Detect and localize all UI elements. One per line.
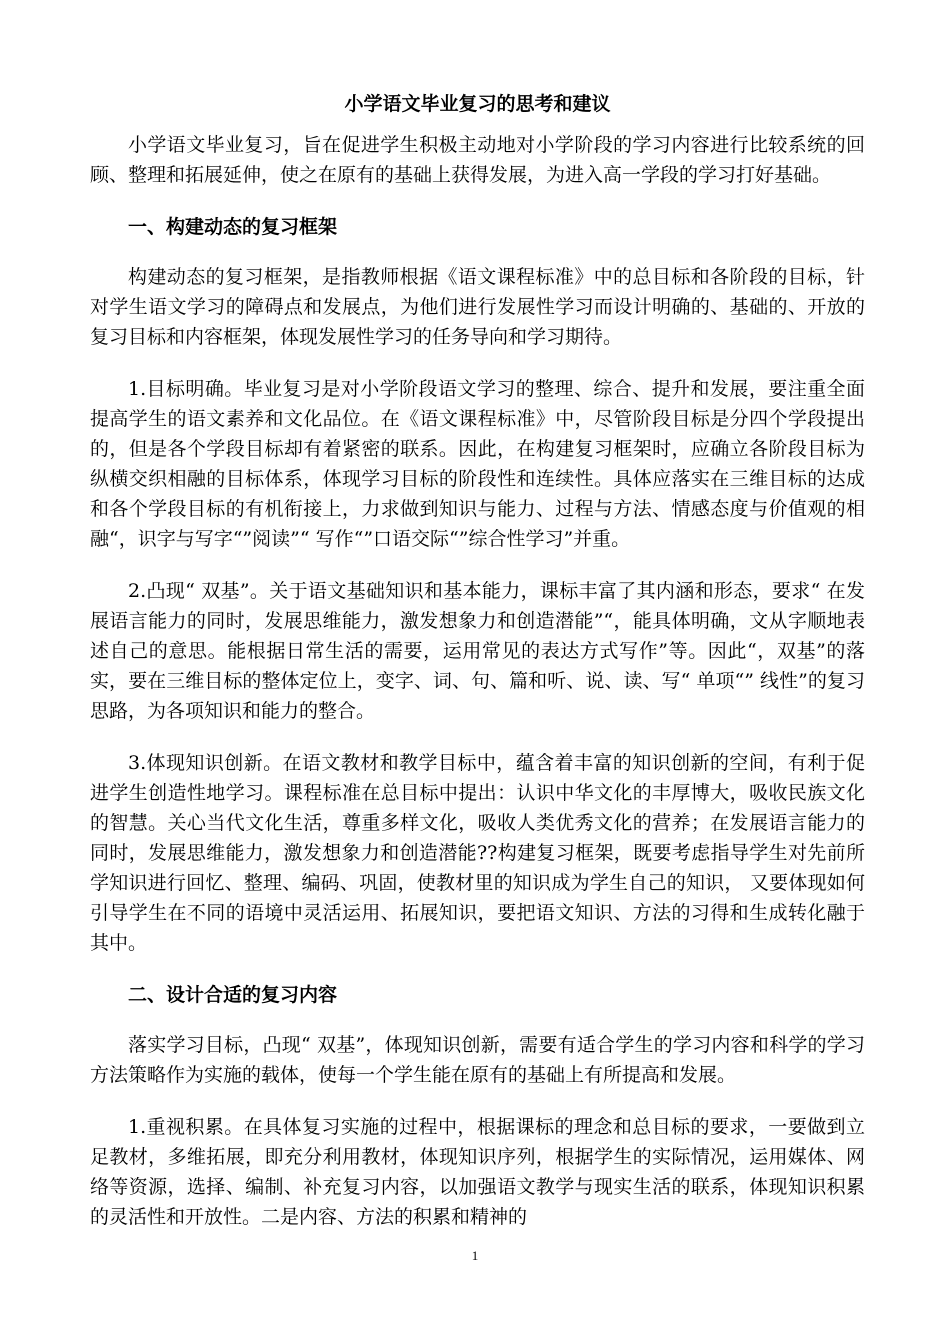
section-1-paragraph: 2.凸现“ 双基”。关于语文基础知识和基本能力，课标丰富了其内涵和形态，要求“ 在发展语言能力的同时，发展思维能力，激发想象力和创造潜能”“，能具体明确，文从字顺地表述自己的意思。能根据日常生活的需要，运用常见的表达方式写作”等。因此“，双基”的落实，要在三维目标的整体定位上，变字、词、句、篇和听、说、读、写“ 单项“” 线性”的复习思路，为各项知识和能力的整合。 [90, 580, 865, 722]
intro-paragraph: 小学语文毕业复习，旨在促进学生积极主动地对小学阶段的学习内容进行比较系统的回顾、整理和拓展延伸，使之在原有的基础上获得发展，为进入高一学段的学习打好基础。 [90, 134, 865, 186]
section-2-paragraph: 1.重视积累。在具体复习实施的过程中，根据课标的理念和总目标的要求，一要做到立足教材，多维拓展，即充分利用教材，体现知识序列，根据学生的实际情况，运用媒体、网络等资源，选择、编制、补充复习内容，以加强语文教学与现实生活的联系，体现知识积累的灵活性和开放性。二是内容、方法的积累和精神的 [90, 1116, 865, 1228]
section-2-paragraph: 落实学习目标，凸现“ 双基”，体现知识创新，需要有适合学生的学习内容和科学的学习方法策略作为实施的载体，使每一个学生能在原有的基础上有所提高和发展。 [90, 1034, 865, 1086]
section-1-heading: 一、构建动态的复习框架 [128, 216, 338, 238]
page-number: 1 [471, 1248, 479, 1263]
document-body [90, 88, 865, 1254]
section-2-heading: 二、设计合适的复习内容 [128, 984, 338, 1006]
document-title: 小学语文毕业复习的思考和建议 [344, 93, 611, 115]
section-1-paragraph: 1.目标明确。毕业复习是对小学阶段语文学习的整理、综合、提升和发展，要注重全面提高学生的语文素养和文化品位。在《语文课程标准》中，尽管阶段目标是分四个学段提出的，但是各个学段目标却有着紧密的联系。因此，在构建复习框架时，应确立各阶段目标为纵横交织相融的目标体系，体现学习目标的阶段性和连续性。具体应落实在三维目标的达成和各个学段目标的有机衔接上，力求做到知识与能力、过程与方法、情感态度与价值观的相融“，识字与写字“”阅读”“ 写作“”口语交际“”综合性学习”并重。 [90, 378, 865, 550]
section-1-paragraph: 3.体现知识创新。在语文教材和教学目标中，蕴含着丰富的知识创新的空间，有利于促进学生创造性地学习。课程标准在总目标中提出：认识中华文化的丰厚博大，吸收民族文化的智慧。关心当代文化生活，尊重多样文化，吸收人类优秀文化的营养；在发展语言能力的同时，发展思维能力，激发想象力和创造潜能??构建复习框架，既要考虑指导学生对先前所学知识进行回忆、整理、编码、巩固，使教材里的知识成为学生自己的知识， 又要体现如何引导学生在不同的语境中灵活运用、拓展知识，要把语文知识、方法的习得和生成转化融于其中。 [90, 752, 865, 954]
section-1-paragraph: 构建动态的复习框架，是指教师根据《语文课程标准》中的总目标和各阶段的目标，针对学生语文学习的障碍点和发展点，为他们进行发展性学习而设计明确的、基础的、开放的复习目标和内容框架，体现发展性学习的任务导向和学习期待。 [90, 266, 865, 348]
